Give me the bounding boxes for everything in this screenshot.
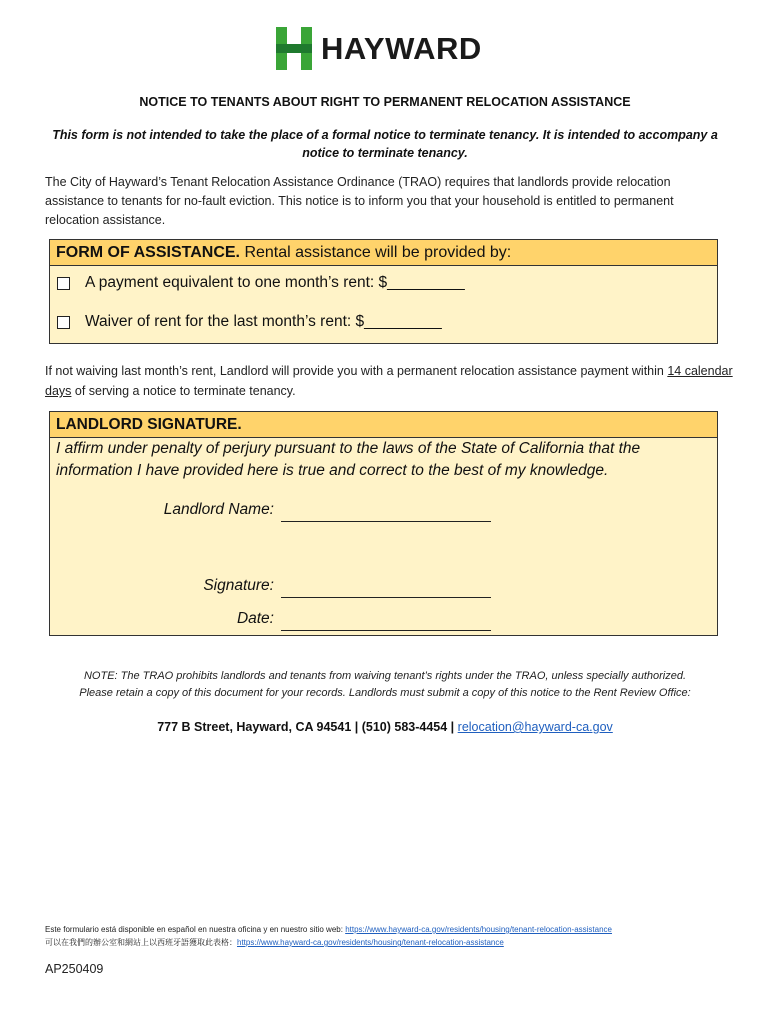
address-text: 777 B Street, Hayward, CA 94541 | (510) 583-4454 | [157, 720, 458, 734]
logo-text: HAYWARD [321, 31, 482, 66]
spanish-text: Este formulario está disponible en español en nuestra oficina y en nuestro sitio web: [45, 925, 346, 934]
hayward-logo [276, 27, 482, 73]
affirmation-text: I affirm under penalty of perjury pursuant to the laws of the State of California that the information I have provided here is true and correct to the best of my knowledge. [56, 440, 641, 479]
option-payment-label: A payment equivalent to one month’s rent: $_________ [85, 274, 465, 291]
date-line[interactable] [281, 630, 491, 631]
deadline-part1: If not waiving last month’s rent, Landlord will provide you with a permanent relocation assistance payment within [45, 364, 668, 378]
assistance-heading-rest: Rental assistance will be provided by: [240, 244, 512, 261]
disclaimer: This form is not intended to take the place of a formal notice to terminate tenancy. It is intended to accompany a notice to terminate tenancy. [52, 128, 718, 160]
signature-heading: LANDLORD SIGNATURE. [50, 412, 717, 438]
signature-label: Signature: [203, 577, 274, 594]
assistance-heading-bold: FORM OF ASSISTANCE. [56, 244, 240, 261]
waiver-checkbox[interactable] [57, 316, 70, 329]
hayward-h-mark-icon [276, 27, 312, 70]
relocation-email-link[interactable]: relocation@hayward-ca.gov [457, 720, 613, 734]
option-waiver-label: Waiver of rent for the last month’s rent: $_________ [85, 313, 442, 330]
landlord-name-label: Landlord Name: [163, 501, 274, 518]
chinese-text: 可以在我們的辦公室和網站上以西班牙語獲取此表格： [45, 938, 237, 947]
office-address [0, 720, 770, 734]
form-of-assistance-box [49, 239, 718, 344]
document-code: AP250409 [45, 962, 104, 976]
option-payment [57, 274, 465, 292]
option-waiver [57, 313, 442, 331]
payment-checkbox[interactable] [57, 277, 70, 290]
deadline-part2: of serving a notice to terminate tenancy. [71, 384, 296, 398]
signature-line[interactable] [281, 597, 491, 598]
payment-deadline-text [45, 361, 735, 401]
spanish-availability-note [45, 925, 612, 934]
spanish-url-link[interactable]: https://www.hayward-ca.gov/residents/housing/tenant-relocation-assistance [345, 925, 612, 934]
intro-paragraph: The City of Hayward’s Tenant Relocation Assistance Ordinance (TRAO) requires that landlords provide relocation assistance to tenants for no-fault eviction. This notice is to inform you that your household is entitled to permanent relocation assistance. [45, 175, 674, 227]
date-label: Date: [236, 610, 274, 627]
deadline-underlined: 14 calendar days [45, 364, 733, 398]
trao-note: NOTE: The TRAO prohibits landlords and tenants from waiving tenant’s rights under the TRAO, unless specially authorized. Please retain a copy of this document for your records. Landlords must submit a copy of this notice to the Rent Review Office: [79, 670, 691, 699]
chinese-url-link[interactable]: https://www.hayward-ca.gov/residents/housing/tenant-relocation-assistance [237, 938, 504, 947]
page-title: NOTICE TO TENANTS ABOUT RIGHT TO PERMANENT RELOCATION ASSISTANCE [139, 95, 631, 109]
landlord-name-line[interactable] [281, 521, 491, 522]
assistance-heading [50, 240, 717, 266]
chinese-availability-note [45, 937, 504, 948]
landlord-signature-box [49, 411, 718, 636]
